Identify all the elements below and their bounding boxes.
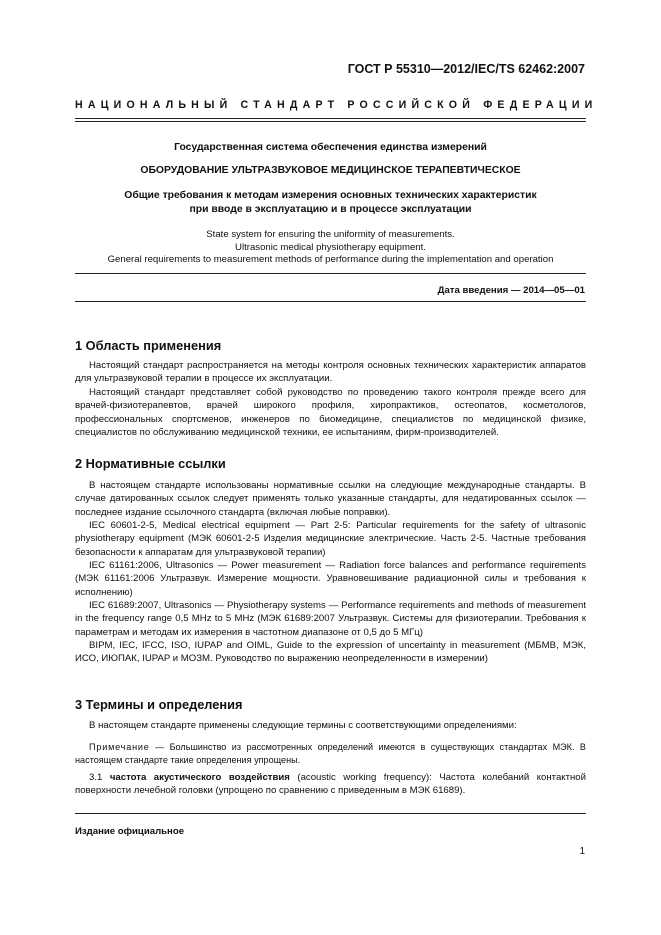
official-edition: Издание официальное: [75, 826, 185, 837]
title-rule: [75, 273, 586, 274]
normative-reference: IEC 60601-2-5, Medical electrical equipment — Part 2-5: Particular requirements for the safety of ultrasonic physiotherapy equipment (МЭК 60601-2-5 Изделия медицинские электрические. Часть 2-5. Частные требования безопасности к аппаратам для ультразвуковой терапии): [75, 520, 586, 558]
standard-designation: ГОСТ Р 55310—2012/IEC/TS 62462:2007: [347, 62, 585, 76]
header-rule-thin: [75, 121, 586, 122]
introduction-date: Дата введения — 2014—05—01: [437, 285, 585, 296]
footer-rule: [75, 813, 586, 814]
term-text: (acoustic working frequency): Частота колебаний контактной поверхности лечебной головки (упрощено по сравнению с приведенным в МЭК 61689).: [75, 772, 586, 797]
document-subtitle: [75, 189, 586, 217]
page-number: 1: [579, 846, 585, 857]
english-title-line: Ultrasonic medical physiotherapy equipment.: [235, 241, 426, 253]
paragraph: В настоящем стандарте применены следующие термины с соответствующими определениями:: [89, 720, 517, 731]
note-label: Примечание: [89, 742, 150, 752]
english-title-line: General requirements to measurement methods of performance during the implementation and operation: [107, 254, 554, 266]
normative-reference: IEC 61161:2006, Ultrasonics — Power measurement — Radiation force balances and performance requirements (МЭК 61161:2006 Ультразвук. Измерение мощности. Уравновешивание радиационной силы и требования к исполнению): [75, 560, 586, 598]
note-text: — Большинство из рассмотренных определений имеются в существующих стандартах МЭК. В настоящем стандарте такие определения упрощены.: [75, 742, 586, 765]
english-title: [75, 229, 586, 267]
paragraph: В настоящем стандарте использованы нормативные ссылки на следующие международные стандарты. В случае датированных ссылок следует применять только указанные стандарты, для недатированных ссылок — последнее издание ссылочного стандарта (включая любые поправки).: [75, 480, 586, 518]
subtitle-line: Общие требования к методам измерения основных технических характеристик: [124, 190, 537, 201]
term-definition: [75, 771, 586, 798]
national-standard-banner: НАЦИОНАЛЬНЫЙ СТАНДАРТ РОССИЙСКОЙ ФЕДЕРАЦИИ: [75, 99, 598, 111]
english-title-line: State system for ensuring the uniformity of measurements.: [206, 229, 455, 240]
normative-reference: IEC 61689:2007, Ultrasonics — Physiotherapy systems — Performance requirements and methods of measurement in the frequency range 0,5 MHz to 5 MHz (МЭК 61689:2007 Ультразвук. Системы для физиотерапии. Требования к параметрам и методам их измерения в частотном диапазоне от 0,5 до 5 МГц): [75, 600, 586, 638]
section-heading: 3 Термины и определения: [75, 697, 243, 712]
paragraph: Настоящий стандарт распространяется на методы контроля основных технических характеристик аппаратов для ультразвуковой терапии в процессе их эксплуатации.: [75, 360, 586, 385]
section-heading: 2 Нормативные ссылки: [75, 456, 226, 471]
term-name: частота акустического воздействия: [109, 772, 290, 783]
normative-reference: BIPM, IEC, IFCC, ISO, IUPAP and OIML, Guide to the expression of uncertainty in measurement (МБМВ, МЭК, ИСО, ИЮПАК, IUPAP и МОЗМ. Руководство по выражению неопределенности в измерении): [75, 640, 586, 665]
system-title: Государственная система обеспечения единства измерений: [174, 142, 487, 153]
note: [75, 741, 586, 766]
date-rule: [75, 301, 586, 302]
document-title: ОБОРУДОВАНИЕ УЛЬТРАЗВУКОВОЕ МЕДИЦИНСКОЕ ТЕРАПЕВТИЧЕСКОЕ: [140, 165, 521, 176]
subtitle-line: при вводе в эксплуатацию и в процессе эксплуатации: [189, 204, 472, 215]
paragraph: Настоящий стандарт представляет собой руководство по проведению такого контроля прежде всего для врачей-физиотерапевтов, врачей широкого профиля, хиропрактиков, остеопатов, косметологов, профессиональных спортсменов, инженеров по биомедицине, специалистов по медицинской физике, специалистов по обслуживанию медицинской техники, ее испытаниям, фирм-производителей.: [75, 387, 586, 438]
section-heading: 1 Область применения: [75, 338, 222, 353]
header-rule: [75, 118, 586, 119]
term-number: 3.1: [89, 772, 110, 783]
